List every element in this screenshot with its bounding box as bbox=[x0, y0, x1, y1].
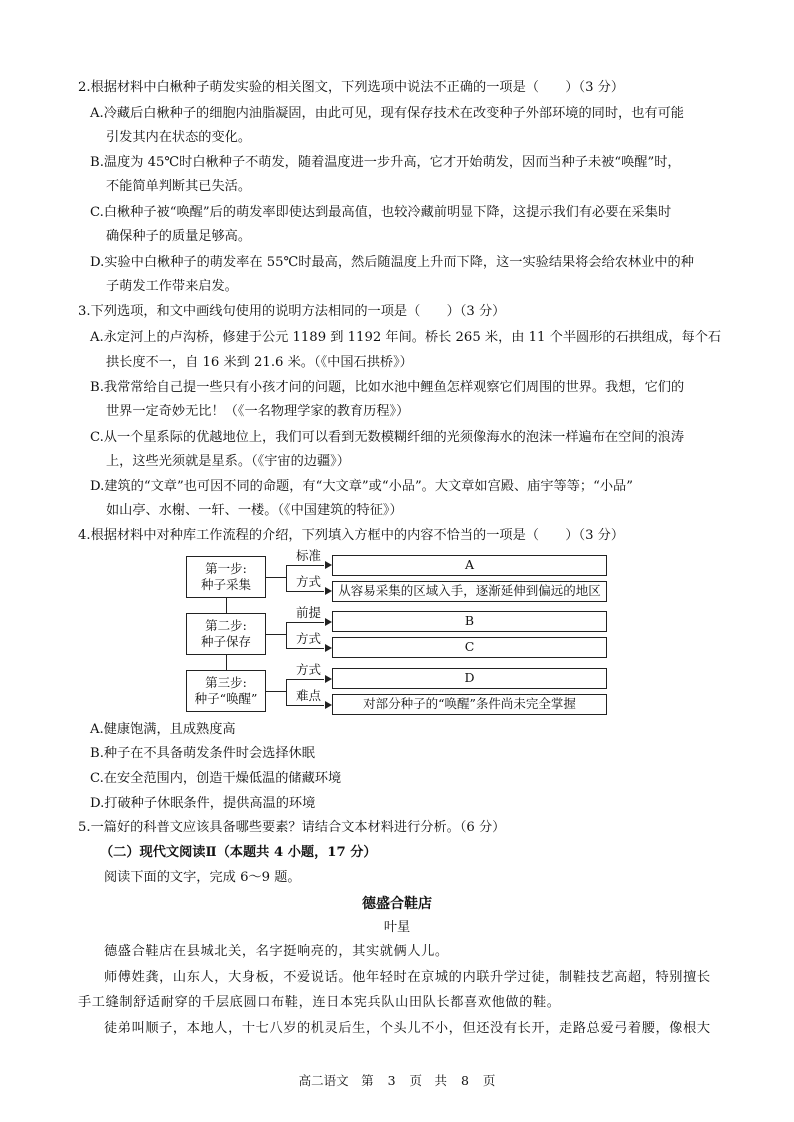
q2-option-b: B.温度为 45℃时白楸种子不萌发，随着温度进一步升高，它才开始萌发，因而当种子未被“唤醒”时， bbox=[90, 155, 681, 170]
blank-box-d: D bbox=[332, 668, 607, 689]
q3-option-a: A.永定河上的卢沟桥，修建于公元 1189 到 1192 年间。桥长 265 米，由 11 个半圆形的石拱组成，每个石 bbox=[90, 330, 722, 345]
q2-stem: 2.根据材料中白楸种子萌发实验的相关图文，下列选项中说法不正确的一项是（ ）（3 分） bbox=[78, 80, 625, 95]
story-title: 德盛合鞋店 bbox=[362, 896, 432, 912]
label-method-3: 方式 bbox=[296, 662, 322, 677]
q2-option-d-cont: 子萌发工作带来启发。 bbox=[106, 279, 238, 294]
q3-option-c-cont: 上，这些光须就是星系。（《宇宙的边疆》） bbox=[106, 454, 350, 469]
connector-line bbox=[286, 565, 287, 591]
story-author: 叶星 bbox=[383, 920, 411, 935]
story-paragraph-cont: 手工缝制舒适耐穿的千层底圆口布鞋，连日本宪兵队山田队长都喜欢他做的鞋。 bbox=[78, 995, 561, 1010]
arrow-icon bbox=[325, 561, 332, 569]
connector-line bbox=[286, 648, 324, 649]
q4-option-c: C.在安全范围内，创造干燥低温的储藏环境 bbox=[90, 771, 342, 786]
connector-line bbox=[226, 598, 227, 613]
label-method-1: 方式 bbox=[296, 574, 322, 589]
story-paragraph: 德盛合鞋店在县城北关，名字挺响亮的，其实就俩人儿。 bbox=[104, 944, 449, 959]
q3-option-d-cont: 如山亭、水榭、一轩、一楼。（《中国建筑的特征》） bbox=[106, 503, 403, 518]
q3-option-c: C.从一个星系际的优越地位上，我们可以看到无数模糊纤细的光须像海水的泡沫一样遍布在空间的浪涛 bbox=[90, 430, 685, 445]
q3-stem: 3.下列选项，和文中画线句使用的说明方法相同的一项是（ ）（3 分） bbox=[78, 304, 506, 319]
connector-line bbox=[286, 622, 324, 623]
arrow-icon bbox=[325, 618, 332, 626]
label-method-2: 方式 bbox=[296, 631, 322, 646]
page-footer: 高二语文 第 3 页 共 8 页 bbox=[298, 1073, 496, 1088]
connector-line bbox=[266, 577, 286, 578]
step1-label: 第一步: bbox=[205, 561, 247, 576]
arrow-icon bbox=[325, 644, 332, 652]
step3-box bbox=[186, 670, 266, 712]
blank-box-c: C bbox=[332, 637, 607, 658]
q2-option-c-cont: 确保种子的质量足够高。 bbox=[106, 229, 252, 244]
step2-label: 第二步: bbox=[205, 618, 247, 633]
step2-title: 种子保存 bbox=[200, 634, 251, 649]
story-paragraph: 师傅姓龚，山东人，大身板，不爱说话。他年轻时在京城的内联升学过徒，制鞋技艺高超，特别擅长 bbox=[104, 970, 711, 985]
connector-line bbox=[286, 679, 324, 680]
q4-option-b: B.种子在不具备萌发条件时会选择休眠 bbox=[90, 746, 315, 761]
arrow-icon bbox=[325, 675, 332, 683]
step3-title: 种子“唤醒” bbox=[194, 691, 258, 706]
connector-line bbox=[266, 691, 286, 692]
step2-box bbox=[186, 613, 266, 655]
q2-option-a: A.冷藏后白楸种子的细胞内油脂凝固，由此可见，现有保存技术在改变种子外部环境的同时，也有可能 bbox=[90, 106, 684, 121]
label-difficulty: 难点 bbox=[296, 688, 322, 703]
connector-line bbox=[286, 591, 324, 592]
arrow-icon bbox=[325, 587, 332, 595]
q2-option-c: C.白楸种子被“唤醒”后的萌发率即使达到最高值，也较冷藏前明显下降，这提示我们有必要在采集时 bbox=[90, 205, 672, 220]
q5-stem: 5.一篇好的科普文应该具备哪些要素？请结合文本材料进行分析。（6 分） bbox=[78, 820, 506, 835]
section-heading: （二）现代文阅读Ⅱ（本题共 4 小题，17 分） bbox=[100, 845, 377, 860]
q3-option-a-cont: 拱长度不一，自 16 米到 21.6 米。（《中国石拱桥》） bbox=[106, 355, 413, 370]
q3-option-b: B.我常常给自己提一些只有小孩才问的问题，比如水池中鲤鱼怎样观察它们周围的世界。我想，它们的 bbox=[90, 380, 685, 395]
q3-option-d: D.建筑的“文章”也可因不同的命题，有“大文章”或“小品”。大文章如宫殿、庙宇等等；“小品” bbox=[90, 479, 633, 494]
connector-line bbox=[266, 634, 286, 635]
q2-option-b-cont: 不能简单判断其已失活。 bbox=[106, 179, 252, 194]
connector-line bbox=[286, 705, 324, 706]
q4-option-d: D.打破种子休眠条件，提供高温的环境 bbox=[90, 796, 316, 811]
arrow-icon bbox=[325, 701, 332, 709]
blank-box-b: B bbox=[332, 611, 607, 632]
collection-method-box: 从容易采集的区域入手，逐渐延伸到偏远的地区 bbox=[332, 581, 607, 602]
step1-box bbox=[186, 556, 266, 598]
difficulty-box: 对部分种子的“唤醒”条件尚未完全掌握 bbox=[332, 694, 607, 715]
section-instruction: 阅读下面的文字，完成 6～9 题。 bbox=[104, 870, 301, 885]
label-premise: 前提 bbox=[296, 605, 322, 620]
story-paragraph: 徒弟叫顺子，本地人，十七八岁的机灵后生，个头儿不小，但还没有长开，走路总爱弓着腰，像根大 bbox=[104, 1021, 711, 1036]
q4-option-a: A.健康饱满，且成熟度高 bbox=[90, 722, 236, 737]
q3-option-b-cont: 世界一定奇妙无比！（《一名物理学家的教育历程》） bbox=[106, 404, 410, 419]
blank-box-a: A bbox=[332, 555, 607, 576]
connector-line bbox=[286, 622, 287, 648]
connector-line bbox=[286, 679, 287, 705]
connector-line bbox=[226, 655, 227, 670]
connector-line bbox=[286, 565, 324, 566]
step1-title: 种子采集 bbox=[200, 577, 251, 592]
q2-option-a-cont: 引发其内在状态的变化。 bbox=[106, 130, 252, 145]
q2-option-d: D.实验中白楸种子的萌发率在 55℃时最高，然后随温度上升而下降，这一实验结果将会给农林业中的种 bbox=[90, 255, 694, 270]
step3-label: 第三步: bbox=[205, 675, 247, 690]
q4-stem: 4.根据材料中对种库工作流程的介绍，下列填入方框中的内容不恰当的一项是（ ）（3 分） bbox=[78, 528, 625, 543]
label-standard: 标准 bbox=[296, 548, 322, 563]
